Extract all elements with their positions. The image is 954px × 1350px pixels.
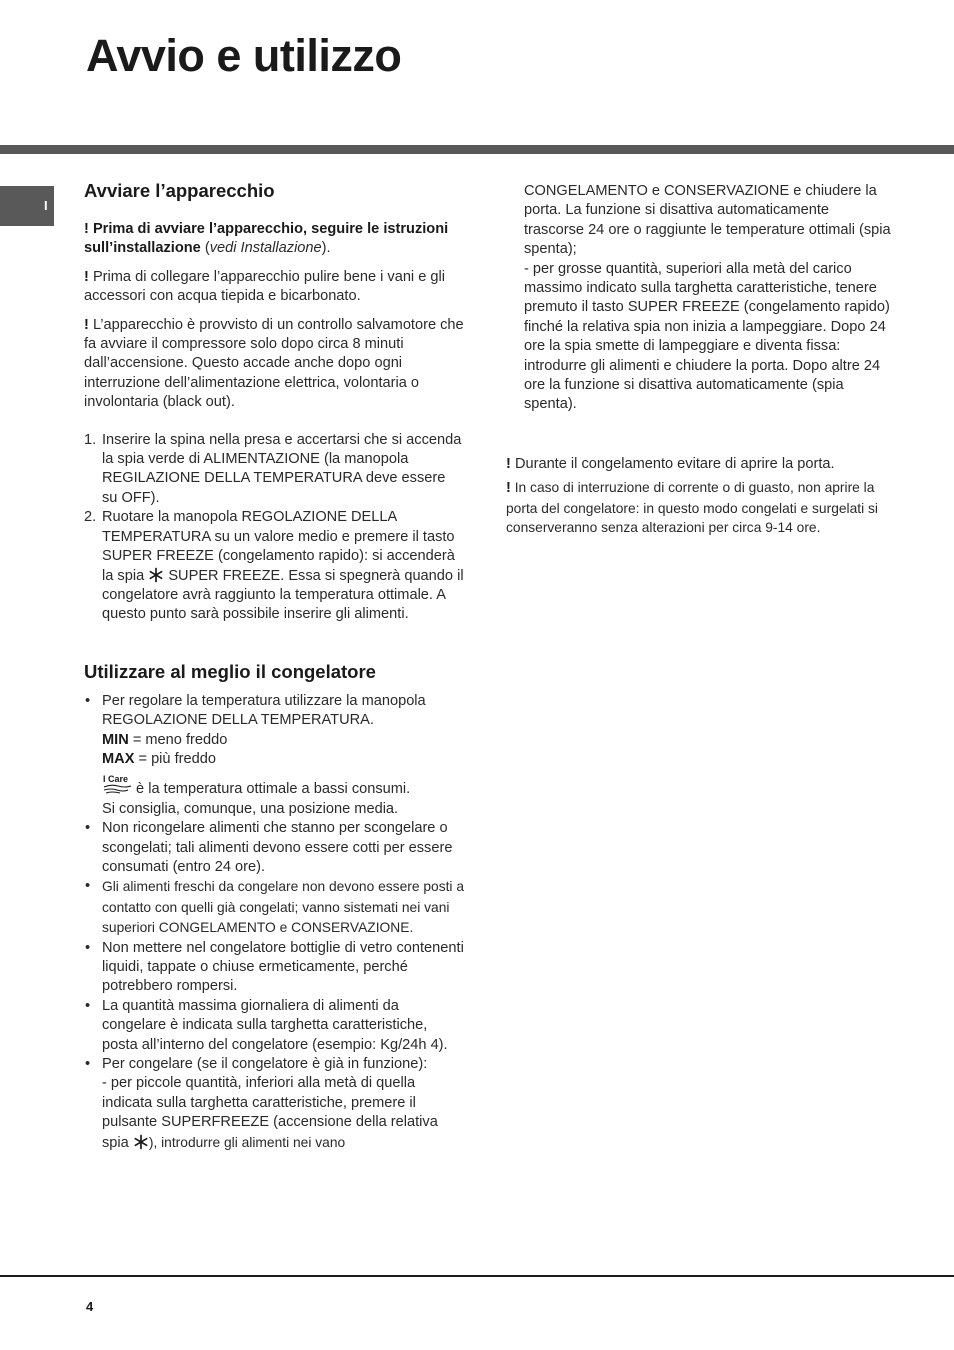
snowflake-icon	[133, 1134, 149, 1150]
language-tab-label: I	[44, 198, 48, 213]
max-label: MAX	[102, 750, 135, 767]
page-number: 4	[86, 1299, 94, 1314]
note-bold-text: Prima di avviare l’apparecchio, seguire le istruzioni sull’installazione	[84, 221, 449, 257]
i-care-icon	[102, 773, 132, 797]
max-text: = più freddo	[134, 750, 216, 767]
list-item	[84, 819, 464, 877]
list-item	[84, 692, 464, 819]
list-item	[84, 939, 464, 997]
warning-note-guasto	[506, 478, 891, 537]
note-text: Prima di collegare l’apparecchio pulire bene i vani e gli accessori con acqua tiepida e bicarbonato.	[84, 268, 446, 305]
startup-steps	[84, 431, 464, 625]
icare-line	[102, 773, 464, 799]
left-column	[84, 180, 464, 1153]
section-heading-avviare: Avviare l’apparecchio	[84, 180, 275, 201]
step-text: Inserire la spina nella presa e accertarsi che si accenda la spia verde di ALIMENTAZIONE (la manopola REGILAZIONE DELLA TEMPERATURA deve essere su OFF).	[102, 431, 462, 506]
right-column	[506, 182, 891, 538]
language-tab	[0, 186, 54, 226]
step-number: 2.	[84, 509, 97, 526]
step-number: 1.	[84, 431, 97, 448]
min-label: MIN	[102, 731, 129, 748]
warning-note-pulizia	[84, 268, 464, 307]
step-text: Ruotare la manopola REGOLAZIONE DELLA TEMPERATURA su un valore medio e premere il tasto SUPER FREEZE (congelamento rapido): si accenderà la spia	[102, 509, 455, 584]
note-text: In caso di interruzione di corrente o di guasto, non aprire la porta del congelatore: in questo modo congelati e surgelati si conserveranno senza alterazioni per circa 9-14 ore.	[506, 480, 878, 536]
continued-text: CONGELAMENTO e CONSERVAZIONE e chiudere la porta. La funzione si disattiva automaticamente trascorse 24 ore o raggiunte le temperature ottimali (spia spenta);	[524, 183, 891, 258]
warning-icon: !	[84, 221, 89, 237]
bullet-tail: Si consiglia, comunque, una posizione media.	[102, 800, 399, 817]
list-item	[84, 1055, 464, 1153]
bullet-text: La quantità massima giornaliera di alimenti da congelare è indicata sulla targhetta caratteristiche, posta all’interno del congelatore (esempio: Kg/24h 4).	[102, 997, 448, 1053]
note-text: L’apparecchio è provvisto di un controllo salvamotore che fa avviare il compressore solo dopo circa 8 minuti dall’accensione. Questo accade anche dopo ogni interruzione dell’alimentazione elettrica, volontaria o involontaria (black out).	[84, 316, 464, 411]
i-care-icon-label: I Care	[103, 774, 129, 785]
bullet-text: Gli alimenti freschi da congelare non devono essere posti a contatto con quelli già congelati; vanno sistemati nei vani superiori CONGELAMENTO e CONSERVAZIONE.	[102, 879, 464, 936]
sub-item-text: - per piccole quantità, inferiori alla metà di quella indicata sulla targhetta caratteristiche, premere il pulsante SUPERFREEZE (accensione della relativa spia	[102, 1075, 438, 1151]
warning-icon: !	[506, 455, 511, 472]
note-italic-ref: vedi Installazione	[209, 240, 322, 257]
continued-text: - per grosse quantità, superiori alla metà del carico massimo indicato sulla targhetta caratteristiche, tenere premuto il tasto SUPER FREEZE (congelamento rapido) finché la relativa spia non inizia a lampeggiare. Dopo 24 ore la spia smette di lampeggiare e diventa fissa: introdurre gli alimenti e chiudere la porta. Dopo altre 24 ore la funzione si disattiva automaticamente (spia spenta).	[524, 260, 890, 413]
list-item	[84, 508, 464, 624]
list-item	[84, 997, 464, 1055]
step-text: SUPER FREEZE. Essa si spegnerà quando il congelatore avrà raggiunto la temperatura ottimale. A questo punto sarà possibile inserire gli alimenti.	[102, 567, 464, 623]
usage-bullets	[84, 692, 464, 1153]
bullet-text: Per regolare la temperatura utilizzare la manopola REGOLAZIONE DELLA TEMPERATURA.	[102, 692, 426, 729]
list-item	[84, 431, 464, 509]
warning-icon: !	[84, 268, 89, 285]
min-line	[102, 731, 464, 750]
continued-list	[506, 182, 891, 415]
snowflake-icon	[148, 567, 164, 583]
bullet-text: Non mettere nel congelatore bottiglie di vetro contenenti liquidi, tappate o chiuse ermeticamente, perché potrebbero rompersi.	[102, 939, 464, 995]
warning-note-porta	[506, 455, 891, 474]
footer-rule	[0, 1275, 954, 1277]
sub-item	[102, 1074, 464, 1153]
paren-close: ).	[321, 240, 331, 257]
warning-note-salvamotore	[84, 316, 464, 413]
min-text: = meno freddo	[128, 731, 228, 748]
list-item	[84, 877, 464, 938]
section-heading-utilizzare: Utilizzare al meglio il congelatore	[84, 660, 376, 682]
note-text: Durante il congelamento evitare di aprire la porta.	[514, 455, 835, 472]
icare-text: è la temperatura ottimale a bassi consumi.	[132, 781, 411, 798]
warning-icon: !	[506, 480, 511, 497]
max-line	[102, 750, 464, 769]
sub-item-text: ), introdurre gli alimenti nei vano	[148, 1134, 346, 1150]
warning-icon: !	[84, 316, 89, 333]
header-bar	[0, 145, 954, 154]
bullet-text: Per congelare (se il congelatore è già in funzione):	[102, 1056, 428, 1073]
page-title: Avvio e utilizzo	[86, 30, 402, 81]
bullet-text: Non ricongelare alimenti che stanno per scongelare o scongelati; tali alimenti devono essere cotti per essere consumati (entro 24 ore).	[102, 820, 453, 875]
paren-open: (	[200, 240, 210, 257]
warning-note-installazione	[84, 220, 464, 259]
